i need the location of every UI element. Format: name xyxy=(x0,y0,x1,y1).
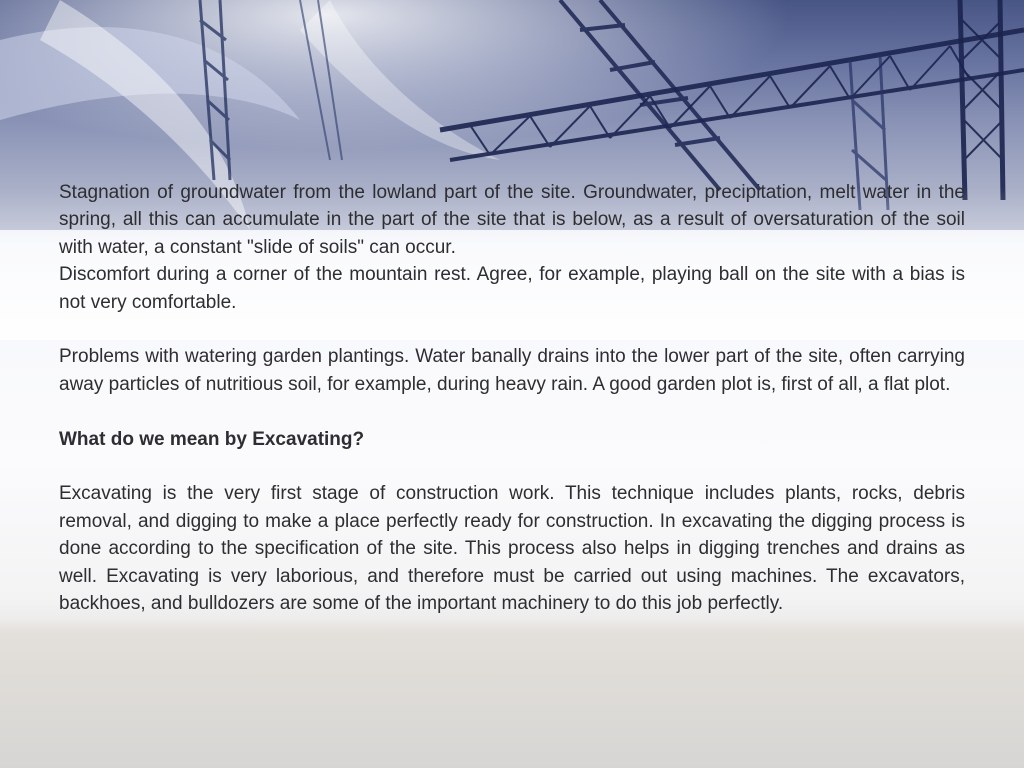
section-heading: What do we mean by Excavating? xyxy=(59,428,365,450)
paragraph-watering: Problems with watering garden plantings. Water banally drains into the lower part of the site, often carrying away particles of nutritious soil, for example, during heavy rain. A good garden plot is, first of all, a flat plot. xyxy=(59,346,965,395)
paragraph-excavating: Excavating is the very first stage of construction work. This technique includes plants, rocks, debris removal, and digging to make a place perfectly ready for construction. In excavating the digging process is done according to the specification of the site. This process also helps in digging trenches and drains as well. Excavating is very laborious, and therefore must be carried out using machines. The excavators, backhoes, and bulldozers are some of the important machinery to do this job perfectly. xyxy=(59,483,965,615)
paragraph-discomfort: Discomfort during a corner of the mountain rest. Agree, for example, playing ball on the site with a bias is not very comfortable. xyxy=(59,264,965,313)
spacer xyxy=(59,453,965,480)
slide-body xyxy=(59,179,965,617)
spacer xyxy=(59,316,965,343)
paragraph-groundwater: Stagnation of groundwater from the lowland part of the site. Groundwater, precipitation, melt water in the spring, all this can accumulate in the part of the site that is below, as a result of oversaturation of the soil with water, a constant "slide of soils" can occur. xyxy=(59,182,965,258)
footer-band xyxy=(0,618,1024,768)
spacer xyxy=(59,398,965,425)
